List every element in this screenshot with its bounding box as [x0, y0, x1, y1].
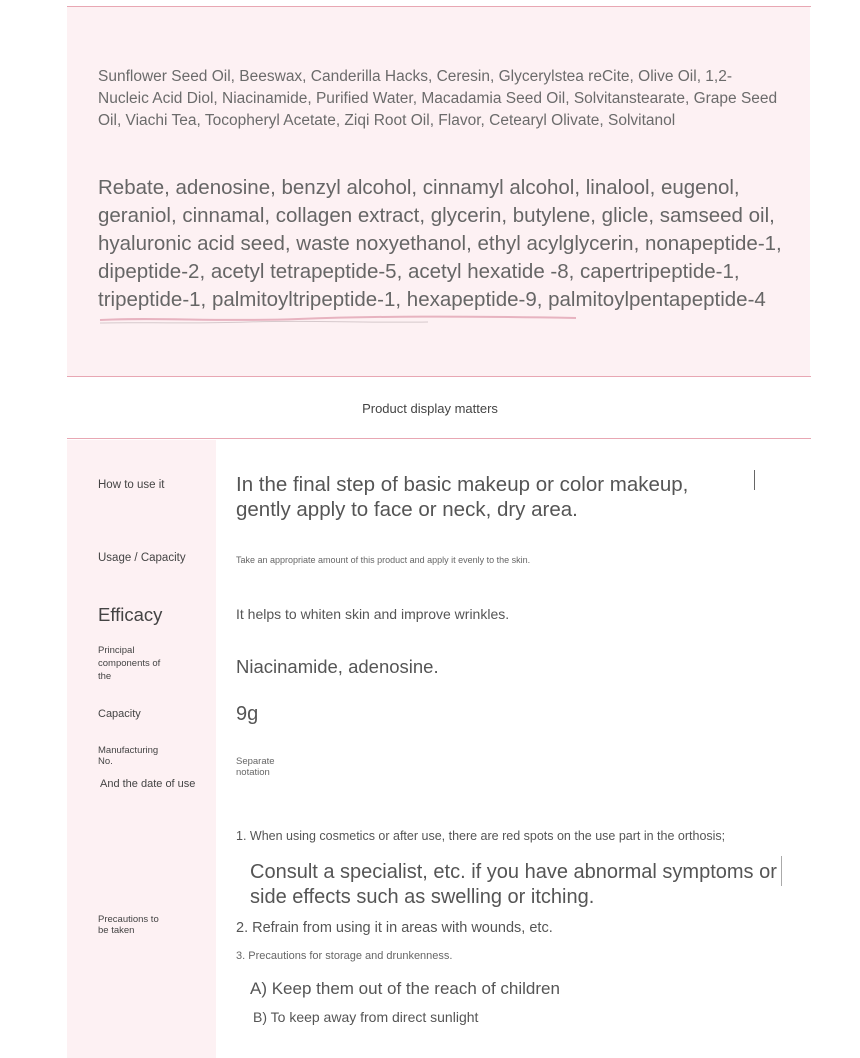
- principal-components-label: Principal components of the: [98, 645, 161, 682]
- how-to-use-value: In the final step of basic makeup or color makeup, gently apply to face or neck, dry area.: [236, 473, 689, 521]
- efficacy-label: Efficacy: [98, 604, 163, 625]
- precaution-item-3b: B) To keep away from direct sunlight: [253, 1009, 479, 1025]
- section-title: Product display matters: [362, 401, 498, 416]
- capacity-value: 9g: [236, 703, 259, 725]
- handwritten-underline: [98, 313, 578, 325]
- efficacy-value: It helps to whiten skin and improve wrinkles.: [236, 606, 510, 622]
- ingredients-list-large: Rebate, adenosine, benzyl alcohol, cinnamyl alcohol, linalool, eugenol, geraniol, cinnamal, collagen extract, glycerin, butylene, glicle, samseed oil, hyaluronic acid seed, waste noxyethanol, ethyl acylglycerin, nonapeptide-1, dipeptide-2, acetyl tetrapeptide-5, acetyl hexatide -8, capertripeptide-1, tripeptide-1, palmitoyltripeptide-1, hexapeptide-9, palmitoylpentapeptide-4: [98, 176, 782, 311]
- precaution-item-1-detail: Consult a specialist, etc. if you have abnormal symptoms or side effects such as swelling or itching.: [250, 861, 777, 908]
- precaution-item-2: 2. Refrain from using it in areas with wounds, etc.: [236, 920, 553, 936]
- date-of-use-label: And the date of use: [100, 778, 196, 790]
- usage-value: Take an appropriate amount of this product and apply it evenly to the skin.: [236, 555, 531, 565]
- ingredients-list-small: Sunflower Seed Oil, Beeswax, Canderilla Hacks, Ceresin, Glycerylstea reCite, Olive Oil, 1,2-Nucleic Acid Diol, Niacinamide, Purified Water, Macadamia Seed Oil, Solvitanstearate, Grape Seed Oil, Viachi Tea, Tocopheryl Acetate, Ziqi Root Oil, Flavor, Cetearyl Olivate, Solvitanol: [98, 68, 778, 129]
- usage-label: Usage / Capacity: [98, 552, 186, 564]
- principal-components-value: Niacinamide, adenosine.: [236, 656, 439, 677]
- section-divider-top: [67, 376, 811, 377]
- how-to-use-label: How to use it: [98, 479, 165, 491]
- section-divider-bottom: [67, 438, 811, 439]
- text-cursor-mark-2: [781, 856, 782, 886]
- capacity-label: Capacity: [98, 708, 141, 720]
- precaution-item-3: 3. Precautions for storage and drunkenness.: [236, 950, 453, 962]
- text-cursor-mark: [754, 470, 755, 490]
- precautions-label: Precautions to be taken: [98, 914, 159, 936]
- manufacturing-label: Manufacturing No.: [98, 745, 159, 767]
- precaution-item-1: 1. When using cosmetics or after use, there are red spots on the use part in the orthosis;: [236, 829, 726, 843]
- precaution-item-3a: A) Keep them out of the reach of children: [250, 979, 560, 998]
- manufacturing-value: Separate notation: [236, 756, 275, 778]
